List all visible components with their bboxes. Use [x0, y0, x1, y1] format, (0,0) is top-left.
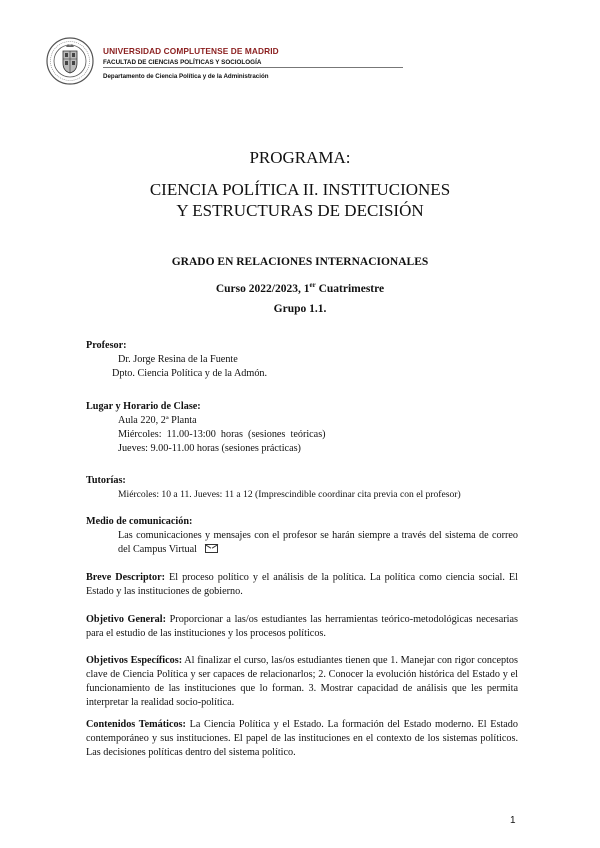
comunicacion-label: Medio de comunicación:	[86, 516, 193, 527]
page-number: 1	[510, 815, 516, 826]
program-heading: PROGRAMA:	[249, 148, 351, 167]
comunicacion-body: Las comunicaciones y mensajes con el profesor se harán siempre a través del sistema de correo del Campus Virtual	[118, 530, 518, 555]
course-title	[0, 179, 600, 221]
department-name: Departamento de Ciencia Política y de la Administración	[103, 73, 269, 80]
course-title-line1: CIENCIA POLÍTICA II. INSTITUCIONES	[149, 180, 451, 199]
profesor-name: Dr. Jorge Resina de la Fuente	[118, 354, 238, 365]
year-text: Curso 2022/2023, 1	[215, 282, 310, 295]
header-divider	[103, 67, 403, 68]
comunicacion-section	[86, 515, 518, 557]
tutorias-text: Miércoles: 10 a 11. Jueves: 11 a 12 (Imprescindible coordinar cita previa con el profesor)	[118, 489, 461, 500]
degree-name: GRADO EN RELACIONES INTERNACIONALES	[171, 256, 429, 268]
mail-icon	[205, 544, 218, 553]
lugar-section	[86, 400, 518, 456]
year-rest: Cuatrimestre	[315, 282, 385, 295]
comunicacion-text	[86, 529, 518, 557]
objetivo-general-label: Objetivo General:	[86, 614, 167, 625]
group-name: Grupo 1.1.	[273, 303, 327, 315]
university-seal-logo	[46, 37, 94, 85]
lugar-label: Lugar y Horario de Clase:	[86, 401, 201, 412]
tutorias-label: Tutorías:	[86, 475, 126, 486]
tutorias-section	[86, 474, 518, 502]
profesor-label: Profesor:	[86, 340, 127, 351]
contenidos-label: Contenidos Temáticos:	[86, 719, 186, 730]
faculty-name: FACULTAD DE CIENCIAS POLÍTICAS Y SOCIOLOGÍA	[103, 59, 262, 66]
objetivos-especificos-label: Objetivos Específicos:	[86, 655, 183, 666]
academic-year	[0, 281, 600, 295]
contenidos-section	[86, 718, 518, 760]
lugar-miercoles: Miércoles: 11.00-13:00 horas (sesiones teóricas)	[118, 429, 326, 440]
objetivos-especificos-section	[86, 654, 518, 710]
profesor-section	[86, 339, 518, 381]
contenidos-text: La Ciencia Política y el Estado. La formación del Estado moderno. El Estado contemporáneo y sus instituciones. El papel de las instituciones en el contexto de los sistemas políticos. Las decisiones políticas dentro del sistema político.	[86, 719, 518, 758]
profesor-dept: Dpto. Ciencia Política y de la Admón.	[112, 368, 268, 379]
objetivos-especificos-text: Al finalizar el curso, las/os estudiantes tienen que 1. Manejar con rigor conceptos clave de Ciencia Política y ser capaces de relacionarlos; 2. Conocer la evolución histórica del Estado y el funcionamiento de las instituciones que lo forman. 3. Mostrar capacidad de análisis que les permita interpretar la realidad socio-política.	[86, 655, 518, 708]
descriptor-text: El proceso político y el análisis de la política. La política como ciencia social. El Estado y las instituciones de gobierno.	[86, 572, 518, 597]
year-superscript: er	[309, 281, 316, 289]
course-title-line2: Y ESTRUCTURAS DE DECISIÓN	[176, 201, 424, 220]
institution-header	[103, 46, 279, 80]
descriptor-section	[86, 571, 518, 599]
objetivo-general-section	[86, 613, 518, 641]
descriptor-label: Breve Descriptor:	[86, 572, 166, 583]
university-name: UNIVERSIDAD COMPLUTENSE DE MADRID	[103, 46, 279, 56]
objetivo-general-text: Proporcionar a las/os estudiantes las herramientas teórico-metodológicas necesarias para el estudio de las instituciones y los procesos políticos.	[86, 614, 518, 639]
lugar-aula: Aula 220, 2ª Planta	[118, 415, 197, 426]
lugar-jueves: Jueves: 9.00-11.00 horas (sesiones prácticas)	[118, 443, 301, 454]
